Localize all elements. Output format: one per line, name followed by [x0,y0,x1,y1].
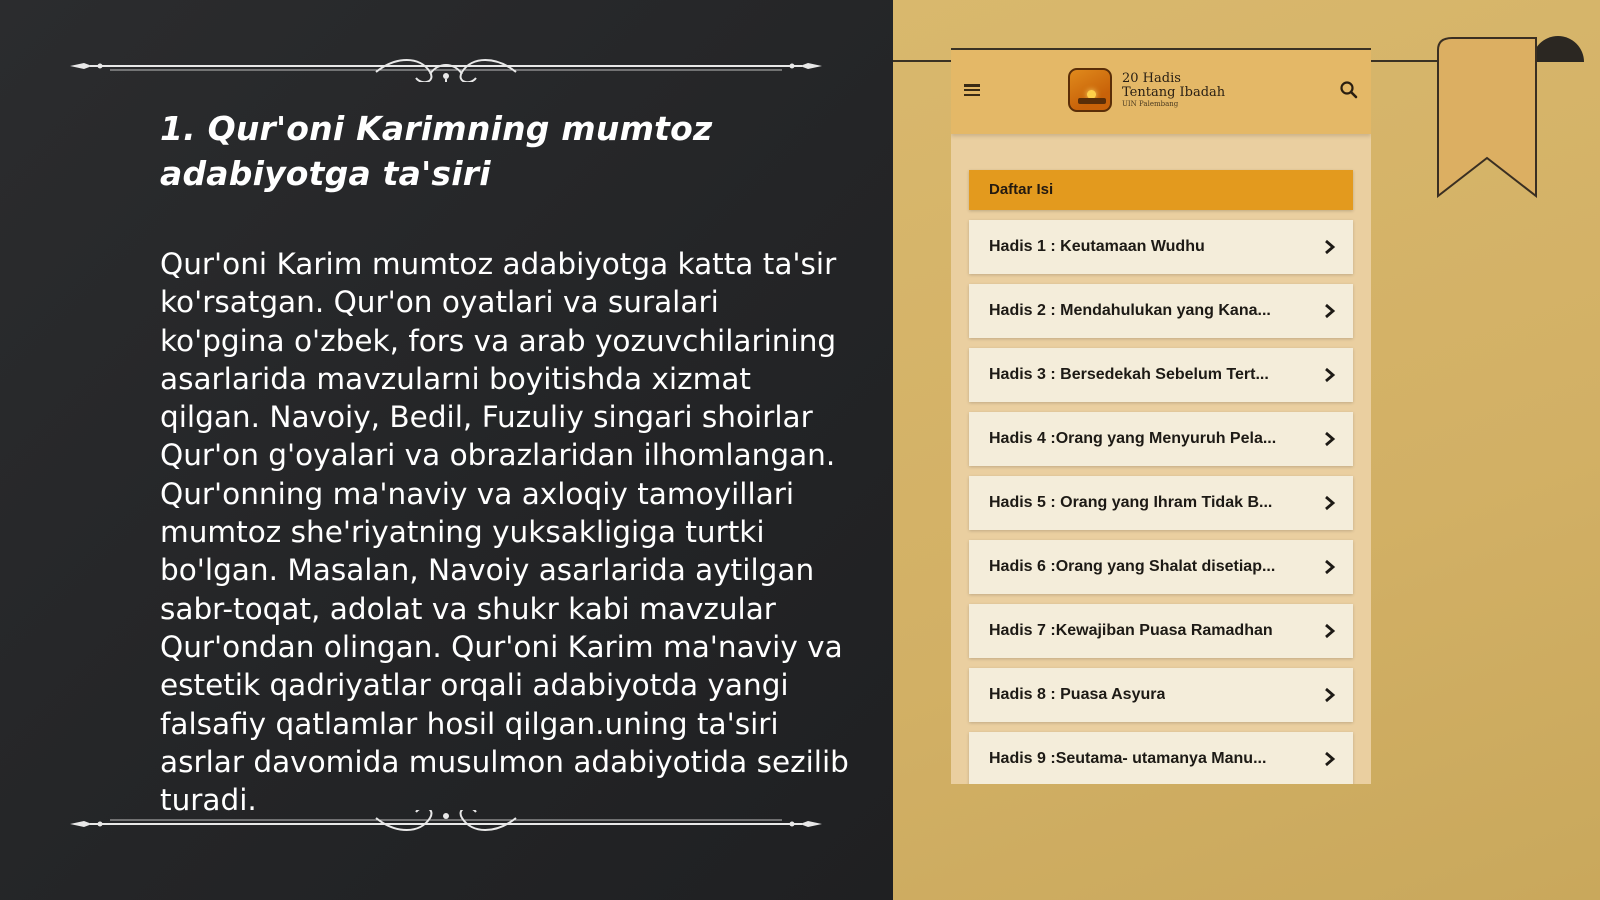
list-item-hadis-4[interactable] [969,412,1353,466]
list-item-hadis-2[interactable] [969,284,1353,338]
list-item-label: Hadis 6 :Orang yang Shalat disetiap... [989,558,1276,575]
list-item-label: Hadis 2 : Mendahulukan yang Kana... [989,302,1271,319]
logo-subtitle: UIN Palembang [1122,99,1179,108]
chevron-right-icon [1323,687,1337,703]
list-item-hadis-7[interactable] [969,604,1353,658]
app-logo [1068,66,1225,114]
hadis-list-container [951,134,1371,784]
logo-title-line2: Tentang Ibadah [1122,84,1226,100]
app-screenshot [951,48,1371,784]
chevron-right-icon [1323,751,1337,767]
lamp-logo-icon [1068,68,1112,112]
chevron-right-icon [1323,431,1337,447]
list-item-label: Hadis 8 : Puasa Asyura [989,686,1166,703]
list-item-label: Hadis 5 : Orang yang Ihram Tidak B... [989,494,1273,511]
list-item-hadis-3[interactable] [969,348,1353,402]
section-header-daftar-isi: Daftar Isi [969,170,1353,210]
list-item-hadis-5[interactable] [969,476,1353,530]
slide-body-text: Qur'oni Karim mumtoz adabiyotga katta ta'sir ko'rsatgan. Qur'on oyatlari va suralari ko'pgina o'zbek, fors va arab yozuvchilarining asarlarida mavzularni boyitishda xizmat qilgan. Navoiy, Bedil, Fuzuliy singari shoirlar Qur'on g'oyalari va obrazlaridan ilhomlangan. Qur'onning ma'naviy va axloqiy tamoyillari mumtoz she'riyatning yuksakligiga turtki bo'lgan. Masalan, Navoiy asarlarida aytilgan sabr-toqat, adolat va shukr kabi mavzular Qur'ondan olingan. Qur'oni Karim ma'naviy va estetik qadriyatlar orqali adabiyotda yangi falsafiy qatlamlar hosil qilgan.uning ta'siri asrlar davomida musulmon adabiyotida sezilib turadi. [160,247,849,818]
chevron-right-icon [1323,303,1337,319]
bottom-ornament-divider [70,810,822,840]
list-item-label: Hadis 4 :Orang yang Menyuruh Pela... [989,430,1277,447]
list-item-hadis-6[interactable] [969,540,1353,594]
hamburger-menu-icon[interactable] [964,82,984,98]
slide-title: 1. Qur'oni Karimning mumtoz adabiyotga ta'siri [160,109,713,193]
chevron-right-icon [1323,495,1337,511]
search-icon[interactable] [1338,79,1360,101]
list-item-hadis-1[interactable] [969,220,1353,274]
decorative-line [1370,60,1440,62]
top-ornament-divider [70,52,822,82]
decorative-line [893,60,951,62]
bookmark-ribbon-icon [1436,36,1538,198]
list-item-hadis-8[interactable] [969,668,1353,722]
app-logo-text [1122,72,1225,109]
list-item-label: Hadis 9 :Seutama- utamanya Manu... [989,750,1267,767]
list-item-hadis-9[interactable] [969,732,1353,784]
chevron-right-icon [1323,559,1337,575]
chevron-right-icon [1323,623,1337,639]
app-toolbar [951,50,1371,134]
logo-title-line1: 20 Hadis [1122,70,1181,86]
list-item-label: Hadis 7 :Kewajiban Puasa Ramadhan [989,622,1273,639]
hadis-list [969,220,1353,784]
chevron-right-icon [1323,367,1337,383]
chevron-right-icon [1323,239,1337,255]
list-item-label: Hadis 3 : Bersedekah Sebelum Tert... [989,366,1269,383]
list-item-label: Hadis 1 : Keutamaan Wudhu [989,238,1205,255]
